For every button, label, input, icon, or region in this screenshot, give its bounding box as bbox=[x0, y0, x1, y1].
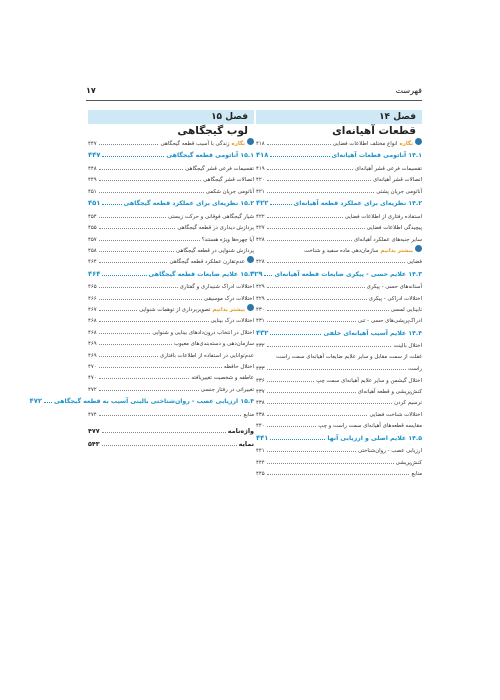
entry-title: شیار گیجگاهی فوقانی و حرکت زیستی bbox=[168, 213, 254, 220]
toc-entry bbox=[88, 293, 254, 304]
toc-entry bbox=[256, 409, 422, 420]
entry-title: اختلال حافظه bbox=[223, 364, 254, 371]
leader-dots bbox=[99, 256, 168, 263]
entry-page-number: ۴۷۰ bbox=[88, 375, 97, 382]
entry-title: ۱۵.۳ علایم ضایعات قطعه گیجگاهی bbox=[148, 270, 254, 278]
leader-dots bbox=[102, 426, 226, 433]
entry-title: اختلال بالینت bbox=[393, 343, 422, 350]
entry-page-number: ۴۲۸ bbox=[256, 236, 265, 243]
entry-page-number: ۴۳۳ bbox=[256, 366, 265, 373]
toc-entry bbox=[88, 304, 254, 315]
box-marker-icon bbox=[247, 304, 254, 311]
entry-title: منابع bbox=[243, 411, 254, 418]
leader-dots bbox=[264, 269, 272, 276]
toc-entry bbox=[88, 409, 254, 420]
leader-dots bbox=[99, 186, 204, 193]
leader-dots bbox=[267, 457, 394, 464]
toc-entry bbox=[88, 174, 254, 185]
leader-dots bbox=[270, 150, 329, 157]
leader-dots bbox=[267, 468, 410, 475]
entry-title: ادراک‌پریشی‌های حسی - تنی bbox=[357, 318, 422, 325]
entry-title: آیا چهره‌ها ویژه هستند؟ bbox=[201, 236, 254, 243]
toc-entry bbox=[256, 445, 422, 456]
chapter-label: فصل ۱۵ bbox=[88, 110, 254, 124]
toc-section bbox=[88, 268, 254, 282]
entry-title: ۱۴.۱ آناتومی قطعات آهیانه‌ای bbox=[331, 152, 422, 160]
toc-entry bbox=[88, 186, 254, 197]
entry-title: پردازش دیداری در قطعه گیجگاهی bbox=[177, 225, 254, 232]
entry-title: کنش‌پریشی bbox=[395, 459, 422, 466]
toc-entry bbox=[256, 457, 422, 468]
toc-entry bbox=[88, 138, 254, 149]
box-badge: نگاره bbox=[231, 141, 245, 147]
toc-section bbox=[256, 149, 422, 163]
page-number: ۱۷ bbox=[86, 86, 96, 95]
entry-page-number: ۴۶۵ bbox=[88, 284, 97, 291]
entry-title: تقسیمات فرعی قشر گیجگاهی bbox=[185, 165, 254, 172]
leader-dots bbox=[267, 186, 375, 193]
leader-dots bbox=[99, 222, 176, 229]
entry-page-number: ۴۷۲ bbox=[29, 397, 42, 406]
leader-dots bbox=[102, 150, 164, 157]
box-badge: بیشتر بدانیم bbox=[380, 247, 413, 254]
entry-page-number: ۴۲۸ bbox=[256, 259, 265, 266]
entry-page-number: ۴۴۷ bbox=[88, 151, 101, 160]
leader-dots bbox=[267, 222, 365, 229]
leader-dots bbox=[99, 304, 137, 311]
entry-title: اختلالات شناخت فضایی bbox=[369, 411, 422, 418]
leader-dots bbox=[270, 198, 291, 205]
entry-page-number: ۴۷۴ bbox=[88, 411, 97, 418]
entry-page-number: ۴۳۸ bbox=[256, 411, 265, 418]
entry-page-number: ۴۴۹ bbox=[88, 177, 97, 184]
chapter-15-column bbox=[29, 110, 254, 451]
leader-dots bbox=[102, 439, 237, 446]
entry-title: استفاده رفتاری از اطلاعات فضایی bbox=[344, 213, 422, 220]
toc-entry bbox=[88, 163, 254, 174]
entry-title: ۱۴.۳ علایم حسی - پیکری ضایعات قطعه آهیانه‌ای bbox=[274, 270, 422, 278]
toc-entry bbox=[256, 256, 422, 267]
entry-title: ترسیم کردن bbox=[394, 400, 422, 407]
entry-title: غفلت از سمت مقابل و سایر علایم ضایعات آهیانه‌ای سمت راست bbox=[276, 353, 422, 360]
entry-page-number: ۴۶۴ bbox=[88, 259, 97, 266]
entry-page-number: ۴۲۹ bbox=[250, 269, 263, 278]
entry-page-number: ۴۴۵ bbox=[256, 470, 265, 477]
toc-entry bbox=[256, 293, 422, 304]
entry-title: نمایه bbox=[238, 440, 254, 449]
entry-page-number: ۴۷۲ bbox=[88, 386, 97, 393]
entry-page-number: ۴۲۱ bbox=[256, 188, 265, 195]
leader-dots bbox=[267, 256, 405, 263]
entry-page-number: ۵۴۳ bbox=[88, 440, 100, 449]
leader-dots bbox=[99, 138, 159, 145]
leader-dots bbox=[99, 327, 151, 334]
entry-title: زندگی با آسیب قطعه گیجگاهی bbox=[160, 141, 230, 147]
entry-title: ۱۵.۱ آناتومی قطعه گیجگاهی bbox=[166, 152, 254, 160]
entry-title: تقسیمات فرعی قشر آهیانه‌ای bbox=[355, 165, 422, 172]
entry-title: نابینایی لمسی bbox=[390, 307, 422, 314]
leader-dots bbox=[99, 409, 242, 416]
toc-entry bbox=[256, 234, 422, 245]
toc-entry bbox=[256, 315, 422, 326]
leader-dots bbox=[267, 315, 356, 322]
entry-title: ارزیابی عصب - روان‌شناختی bbox=[357, 448, 422, 455]
entry-page-number: ۴۴۱ bbox=[256, 433, 269, 442]
toc-section bbox=[88, 149, 254, 163]
leader-dots bbox=[267, 409, 368, 416]
entry-title: اختلالات ادراک شنیداری و گفتاری bbox=[179, 284, 254, 291]
leader-dots bbox=[99, 372, 190, 379]
entry-page-number: ۴۴۷ bbox=[88, 141, 97, 147]
entry-title: ۱۴.۲ نظریه‌ای برای عملکرد قطعه آهیانه‌ای bbox=[293, 200, 422, 208]
entry-page-number: ۴۲۹ bbox=[256, 284, 265, 291]
toc-entry bbox=[256, 375, 422, 386]
leader-dots bbox=[267, 340, 392, 347]
leader-dots bbox=[99, 361, 222, 368]
entry-page-number: ۴۶۸ bbox=[88, 329, 97, 336]
leader-dots bbox=[267, 174, 371, 181]
entry-title: تغییراتی در رفتار جنسی bbox=[200, 386, 254, 393]
entry-page-number: ۴۵۱ bbox=[88, 199, 101, 208]
entry-title: سازمان‌دهی و دسته‌بندی‌های معیوب bbox=[173, 341, 254, 348]
toc-entry bbox=[256, 138, 422, 149]
entry-title: فضایی bbox=[407, 259, 422, 266]
entry-page-number: ۴۵۵ bbox=[88, 225, 97, 232]
leader-dots bbox=[267, 420, 317, 427]
entry-page-number: ۴۶۸ bbox=[88, 318, 97, 325]
entry-title: سازمان‌دهی ماده سفید و شناخت bbox=[304, 247, 379, 254]
chapter-title: لوب گیجگاهی bbox=[177, 125, 248, 137]
entry-title: منابع bbox=[411, 470, 422, 477]
entry-title: عدم‌تقارن عملکرد قطعه گیجگاهی bbox=[169, 259, 245, 266]
toc-section bbox=[256, 432, 422, 446]
toc-entry bbox=[88, 234, 254, 245]
entry-page-number: ۴۴۰ bbox=[256, 423, 265, 430]
page-title: فهرست bbox=[395, 86, 422, 95]
box-marker-icon bbox=[415, 245, 422, 252]
leader-dots bbox=[267, 397, 392, 404]
toc-entry bbox=[256, 245, 422, 256]
toc-entry bbox=[88, 315, 254, 326]
header-divider bbox=[86, 100, 422, 101]
leader-dots bbox=[99, 384, 199, 391]
toc-section bbox=[256, 197, 422, 211]
leader-dots bbox=[267, 363, 406, 370]
entry-title: اتصالات قشر آهیانه‌ای bbox=[373, 177, 422, 184]
leader-dots bbox=[99, 234, 200, 241]
toc-entry bbox=[88, 384, 254, 395]
toc-section bbox=[29, 395, 254, 409]
leader-dots bbox=[270, 433, 325, 440]
box-badge: نگاره bbox=[399, 141, 413, 147]
entry-title: ۱۵.۲ نظریه‌ای برای عملکرد قطعه گیجگاهی bbox=[123, 200, 254, 208]
leader-dots bbox=[99, 338, 172, 345]
toc-entry bbox=[256, 352, 422, 363]
leader-dots bbox=[102, 198, 121, 205]
leader-dots bbox=[99, 315, 209, 322]
leader-dots bbox=[99, 350, 158, 357]
entry-page-number: ۴۶۹ bbox=[88, 341, 97, 348]
entry-title: ۱۴.۴ علایم آسیب آهیانه‌ای خلفی bbox=[323, 329, 422, 337]
entry-page-number: ۴۳۲ bbox=[256, 343, 265, 350]
entry-page-number: ۴۷۷ bbox=[88, 427, 100, 436]
entry-page-number: ۴۶۹ bbox=[88, 352, 97, 359]
toc-entry bbox=[256, 468, 422, 479]
toc-entry bbox=[256, 304, 422, 315]
chapter-title: قطعات آهیانه‌ای bbox=[332, 125, 416, 137]
entry-title: اختلالات درک بینایی bbox=[210, 318, 254, 325]
leader-dots bbox=[267, 234, 352, 241]
toc-entry bbox=[256, 211, 422, 222]
toc-entry bbox=[88, 372, 254, 383]
entry-page-number: ۴۳۶ bbox=[256, 377, 265, 384]
toc-entry bbox=[256, 340, 422, 351]
entry-title: انواع مختلف اطلاعات فضایی bbox=[332, 141, 398, 147]
entry-title: تصویربرداری از توهمات شنوایی bbox=[139, 307, 211, 314]
entry-page-number: ۴۲۰ bbox=[256, 177, 265, 184]
toc-section bbox=[250, 268, 422, 282]
entry-page-number: ۴۲۲ bbox=[256, 199, 269, 208]
toc-list bbox=[29, 138, 254, 420]
toc-entry bbox=[88, 281, 254, 292]
entry-title: آناتومی جریان پشتی bbox=[376, 188, 422, 195]
toc-entry bbox=[88, 211, 254, 222]
leader-dots bbox=[267, 138, 331, 145]
leader-dots bbox=[99, 293, 202, 300]
toc-entry bbox=[256, 174, 422, 185]
leader-dots bbox=[99, 281, 178, 288]
leader-dots bbox=[44, 396, 52, 403]
entry-title: عاطفه و شخصیت تغییریافته bbox=[191, 375, 254, 382]
entry-title: واژه‌نامه bbox=[227, 427, 254, 436]
toc-entry bbox=[88, 361, 254, 372]
entry-title: کنش‌پریشی و قطعه آهیانه‌ای bbox=[357, 389, 422, 396]
entry-page-number: ۴۴۴ bbox=[256, 459, 265, 466]
entry-page-number: ۴۴۱ bbox=[256, 448, 265, 455]
box-marker-icon bbox=[247, 256, 254, 263]
entry-title: مقایسه قطعه‌های آهیانه‌ای سمت راست و چپ bbox=[318, 423, 422, 430]
back-matter-entry bbox=[88, 425, 254, 438]
entry-page-number: ۴۵۷ bbox=[88, 236, 97, 243]
entry-page-number: ۴۲۹ bbox=[256, 295, 265, 302]
chapter-14-column bbox=[250, 110, 422, 479]
leader-dots bbox=[270, 328, 321, 335]
leader-dots bbox=[267, 445, 356, 452]
toc-entry bbox=[256, 397, 422, 408]
leader-dots bbox=[267, 304, 389, 311]
leader-dots bbox=[267, 163, 353, 170]
entry-title: سایر جنبه‌های عملکرد آهیانه‌ای bbox=[353, 236, 422, 243]
entry-title: اتصالات قشر گیجگاهی bbox=[203, 177, 254, 184]
toc-entry bbox=[256, 163, 422, 174]
entry-page-number: ۴۵۸ bbox=[88, 247, 97, 254]
entry-title: ۱۵.۴ ارزیابی عصب - روان‌شناختی بالینی آسیب به قطعه گیجگاهی bbox=[54, 398, 254, 406]
entry-page-number: ۴۳۸ bbox=[256, 400, 265, 407]
leader-dots bbox=[102, 269, 146, 276]
entry-page-number: ۴۶۶ bbox=[88, 295, 97, 302]
entry-title: اختلال در انتخاب درون‌دادهای بینایی و شنوایی bbox=[152, 329, 254, 336]
toc-entry bbox=[256, 186, 422, 197]
toc-section bbox=[256, 327, 422, 341]
toc-entry bbox=[88, 256, 254, 267]
entry-page-number: ۴۲۷ bbox=[256, 225, 265, 232]
back-matter-entry bbox=[88, 438, 254, 451]
leader-dots bbox=[99, 163, 183, 170]
entry-page-number: ۴۳۰ bbox=[256, 307, 265, 314]
leader-dots bbox=[267, 211, 343, 218]
entry-page-number: ۴۶۴ bbox=[88, 269, 101, 278]
entry-title: عدم‌توانایی در استفاده از اطلاعات بافتاری bbox=[160, 352, 254, 359]
box-marker-icon bbox=[247, 138, 254, 145]
toc-entry bbox=[256, 363, 422, 374]
leader-dots bbox=[99, 211, 166, 218]
entry-page-number: ۴۵۴ bbox=[88, 213, 97, 220]
entry-page-number: ۴۴۸ bbox=[88, 165, 97, 172]
entry-page-number: ۴۱۸ bbox=[256, 151, 269, 160]
entry-title: آستانه‌های حسی - پیکری bbox=[366, 284, 422, 291]
leader-dots bbox=[267, 375, 314, 382]
entry-title: پیچیدگی اطلاعات فضایی bbox=[366, 225, 422, 232]
toc-entry bbox=[256, 386, 422, 397]
entry-page-number: ۴۳۲ bbox=[256, 328, 269, 337]
entry-title: اختلالات درک موسیقی bbox=[203, 295, 254, 302]
entry-title: راست bbox=[408, 366, 422, 373]
entry-page-number: ۴۳۱ bbox=[256, 318, 265, 325]
entry-page-number: ۴۱۹ bbox=[256, 165, 265, 172]
toc-section bbox=[88, 197, 254, 211]
leader-dots bbox=[99, 245, 174, 252]
entry-title: اختلالات ادراکی - پیکری bbox=[368, 295, 422, 302]
toc-entry bbox=[88, 245, 254, 256]
box-marker-icon bbox=[415, 138, 422, 145]
toc-list bbox=[250, 138, 422, 479]
leader-dots bbox=[267, 386, 356, 393]
toc-entry bbox=[88, 222, 254, 233]
chapter-label: فصل ۱۴ bbox=[256, 110, 422, 124]
entry-page-number: ۴۱۸ bbox=[256, 141, 265, 147]
entry-title: اختلال گیشمن و سایر علایم آهیانه‌ای سمت چپ bbox=[316, 377, 422, 384]
leader-dots bbox=[267, 281, 365, 288]
toc-entry bbox=[88, 350, 254, 361]
toc-entry bbox=[256, 281, 422, 292]
box-badge: بیشتر بدانیم bbox=[212, 307, 245, 314]
toc-entry bbox=[256, 420, 422, 431]
toc-entry bbox=[256, 222, 422, 233]
entry-page-number: ۴۷۰ bbox=[88, 364, 97, 371]
page-header bbox=[86, 86, 422, 98]
toc-entry bbox=[88, 338, 254, 349]
entry-title: ۱۴.۵ علایم اصلی و ارزیابی آنها bbox=[327, 434, 422, 442]
leader-dots bbox=[99, 174, 201, 181]
entry-title: پردازش شنوایی در قطعه گیجگاهی bbox=[176, 247, 254, 254]
entry-page-number: ۴۳۷ bbox=[256, 389, 265, 396]
back-matter-list bbox=[88, 425, 254, 451]
entry-page-number: ۴۶۷ bbox=[88, 307, 97, 314]
entry-title: آناتومی جریان شکمی bbox=[205, 188, 254, 195]
entry-page-number: ۴۵۱ bbox=[88, 188, 97, 195]
toc-entry bbox=[88, 327, 254, 338]
entry-page-number: ۴۲۲ bbox=[256, 213, 265, 220]
leader-dots bbox=[267, 293, 367, 300]
